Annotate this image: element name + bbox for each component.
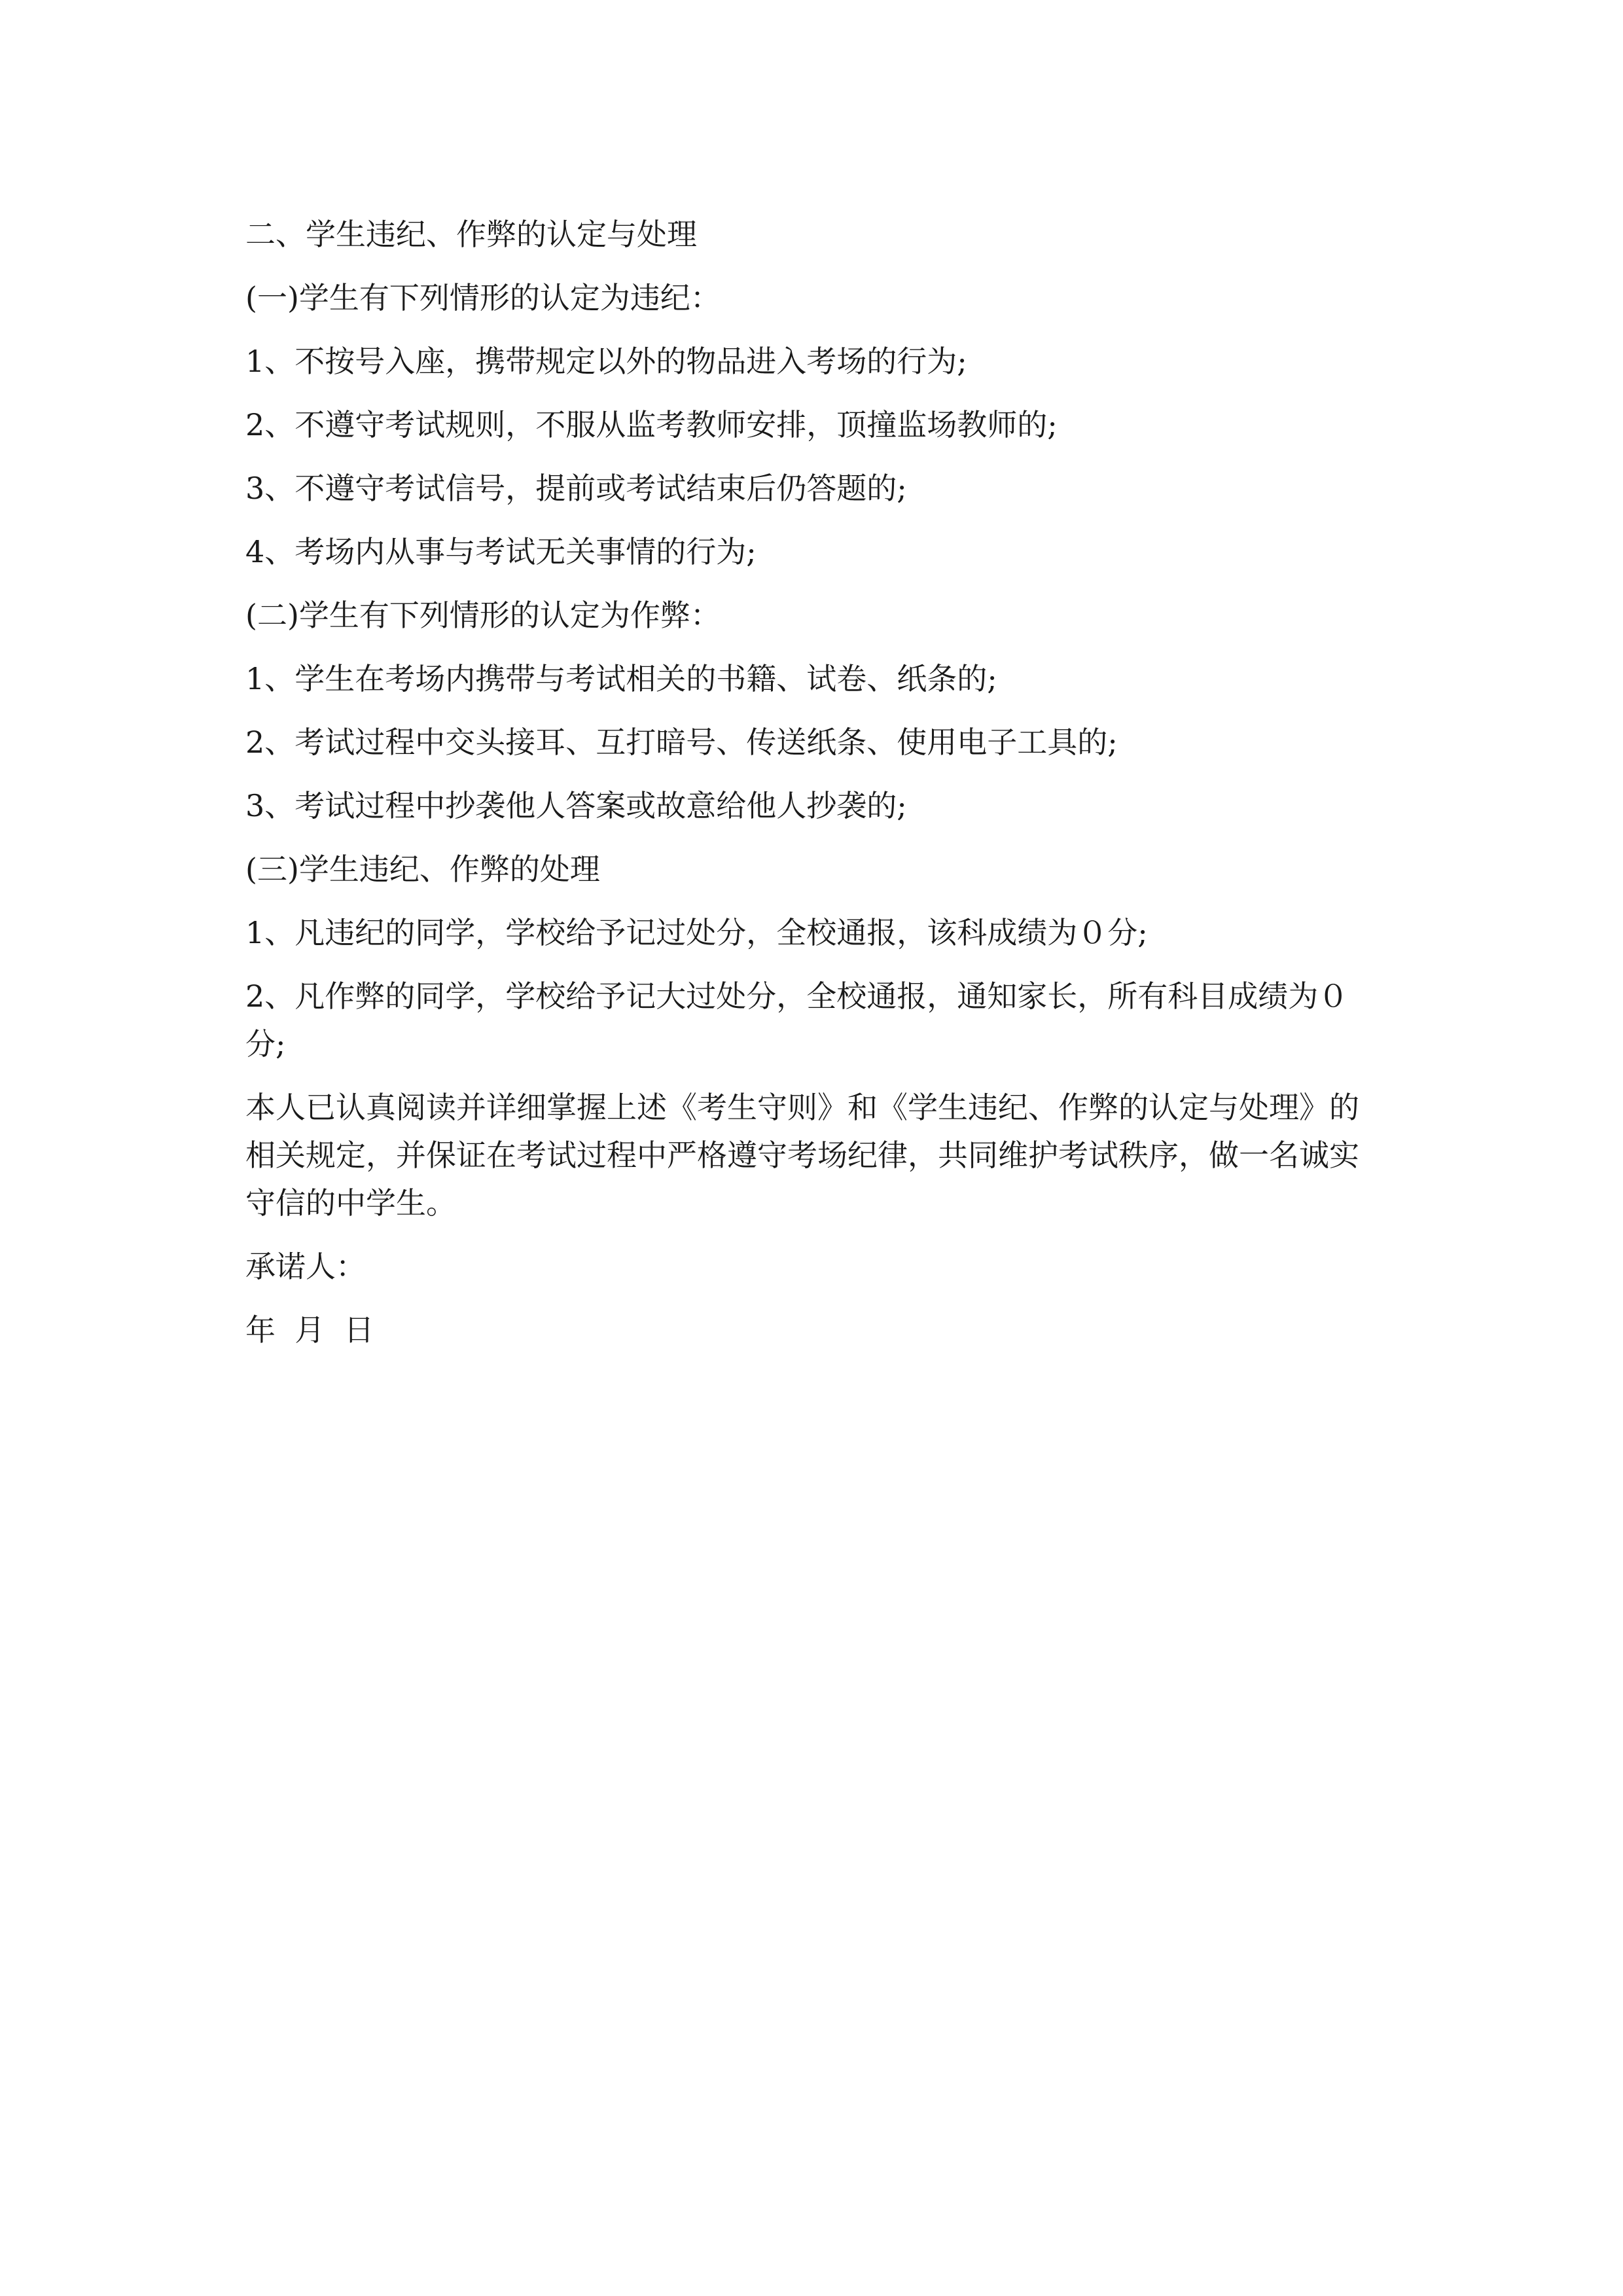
cheating-item: 3、考试过程中抄袭他人答案或故意给他人抄袭的; — [245, 788, 907, 823]
signer-label: 承诺人： — [245, 1249, 366, 1284]
section-title: 二、学生违纪、作弊的认定与处理 — [245, 217, 697, 252]
violation-item: 3、不遵守考试信号，提前或考试结束后仍答题的; — [245, 471, 907, 506]
violation-item: 4、考场内从事与考试无关事情的行为; — [245, 534, 757, 569]
cheating-item: 2、考试过程中交头接耳、互打暗号、传送纸条、使用电子工具的; — [245, 725, 1118, 760]
date-label: 年 月 日 — [245, 1312, 374, 1348]
pledge-paragraph: 本人已认真阅读并详细掌握上述《考生守则》和《学生违纪、作弊的认定与处理》的相关规定，并保证在考试过程中严格遵守考场纪律，共同维护考试秩序，做一名诚实守信的中学生。 — [245, 1090, 1359, 1221]
handling-heading: (三)学生违纪、作弊的处理 — [245, 852, 600, 887]
violation-heading: (一)学生有下列情形的认定为违纪： — [245, 280, 721, 315]
violation-item: 2、不遵守考试规则，不服从监考教师安排，顶撞监场教师的; — [245, 407, 1058, 442]
document-body — [245, 203, 1384, 1362]
handling-item: 1、凡违纪的同学，学校给予记过处分，全校通报，该科成绩为０分; — [245, 915, 1148, 950]
cheating-heading: (二)学生有下列情形的认定为作弊： — [245, 598, 721, 633]
violation-item: 1、不按号入座，携带规定以外的物品进入考场的行为; — [245, 344, 967, 379]
cheating-item: 1、学生在考场内携带与考试相关的书籍、试卷、纸条的; — [245, 661, 997, 696]
handling-item: 2、凡作弊的同学，学校给予记大过处分，全校通报，通知家长，所有科目成绩为０分; — [245, 978, 1349, 1062]
